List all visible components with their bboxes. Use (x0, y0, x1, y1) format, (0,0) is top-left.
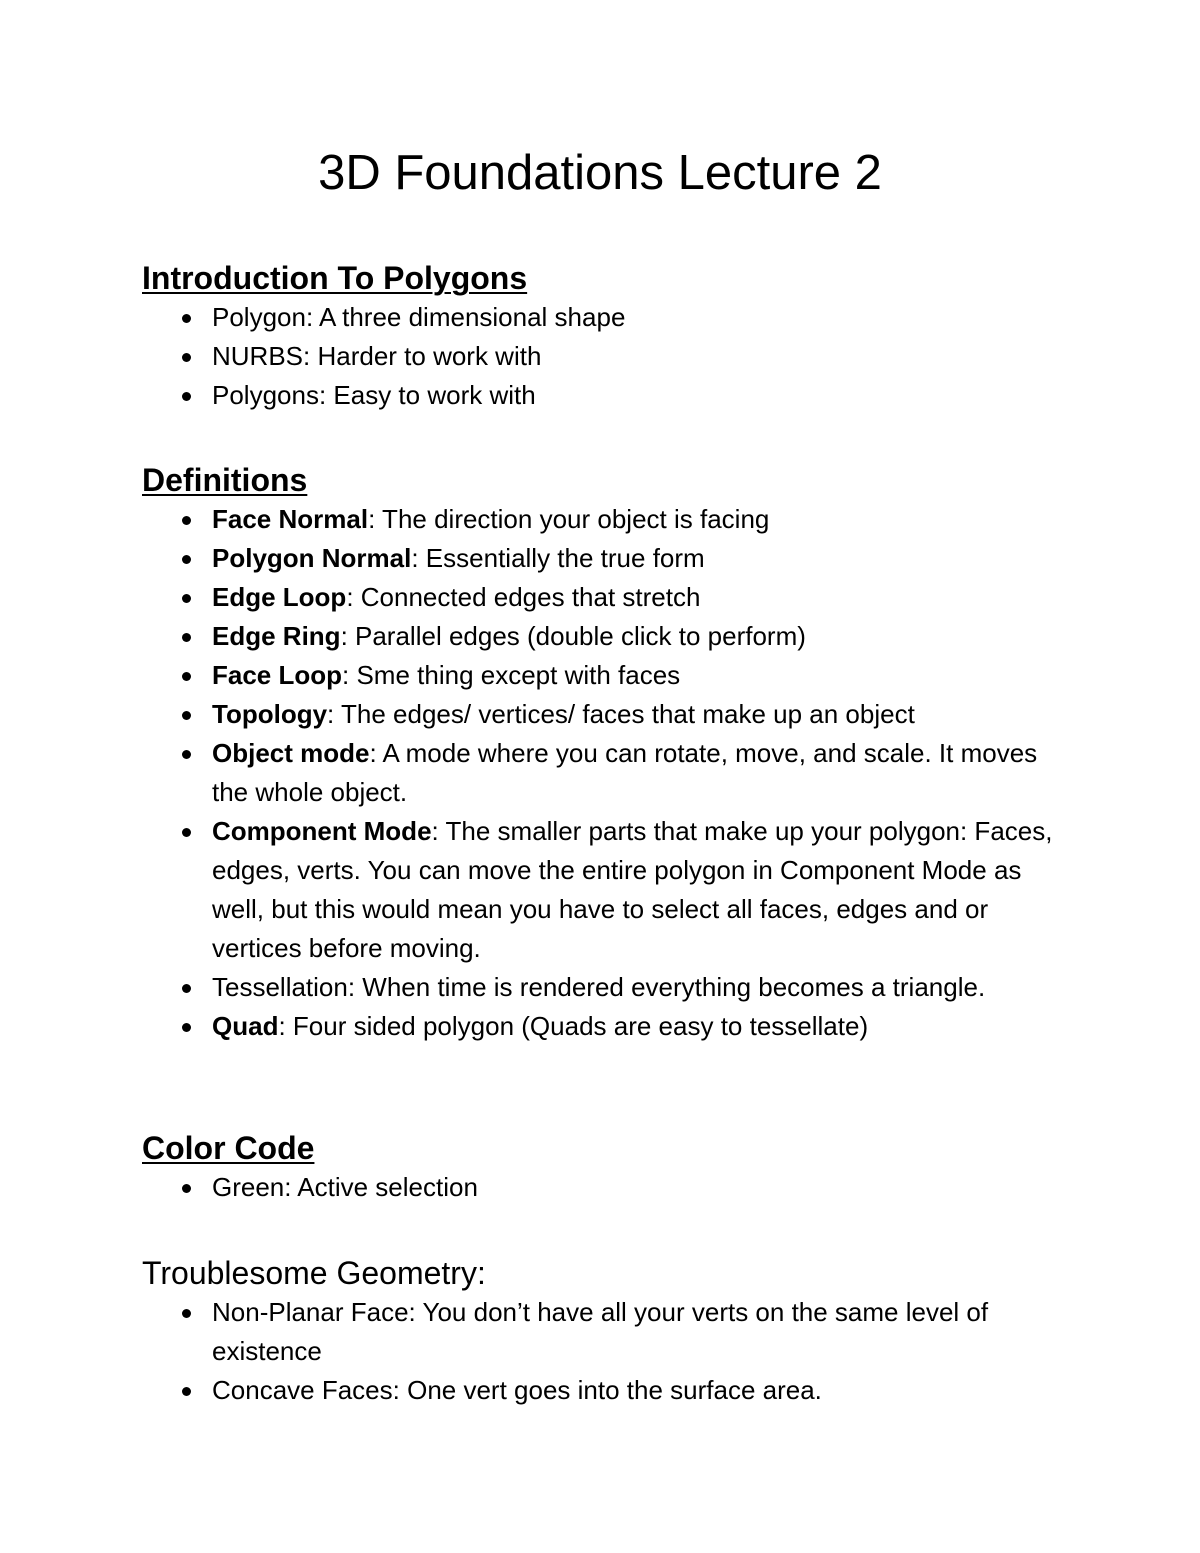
bullet-icon (182, 594, 191, 603)
bullet-icon (182, 1387, 191, 1396)
list-item: Component Mode: The smaller parts that make up your polygon: Faces, edges, verts. You can move the entire polygon in Component Mode as well, but this would mean you have to select all faces, edges and or vertices before moving. (142, 812, 1072, 968)
bullet-icon (182, 1184, 191, 1193)
definition-term: Quad (212, 1011, 279, 1041)
bullet-icon (182, 750, 191, 759)
bullet-icon (182, 392, 191, 401)
list-item: Face Loop: Sme thing except with faces (142, 656, 1072, 695)
list-item: Topology: The edges/ vertices/ faces that make up an object (142, 695, 1072, 734)
list-item: Green: Active selection (142, 1168, 1072, 1207)
bullet-icon (182, 984, 191, 993)
list-item: Non-Planar Face: You don’t have all your verts on the same level of existence (142, 1293, 1072, 1371)
list-item: Edge Ring: Parallel edges (double click to perform) (142, 617, 1072, 656)
list-item: Quad: Four sided polygon (Quads are easy to tessellate) (142, 1007, 1072, 1046)
list-item: NURBS: Harder to work with (142, 337, 1072, 376)
section-heading: Definitions (142, 462, 308, 498)
list-item: Object mode: A mode where you can rotate, move, and scale. It moves the whole object. (142, 734, 1072, 812)
bullet-icon (182, 1309, 191, 1318)
bullet-icon (182, 353, 191, 362)
definition-term: Edge Ring (212, 621, 341, 651)
list-item: Face Normal: The direction your object is facing (142, 500, 1072, 539)
section-heading: Troublesome Geometry: (142, 1255, 486, 1291)
bullet-icon (182, 633, 191, 642)
bullet-list (142, 1168, 1072, 1207)
list-item: Edge Loop: Connected edges that stretch (142, 578, 1072, 617)
bullet-list (142, 298, 1072, 415)
section-heading: Introduction To Polygons (142, 260, 528, 296)
definition-term: Object mode (212, 738, 370, 768)
list-item: Polygon Normal: Essentially the true form (142, 539, 1072, 578)
list-item: Concave Faces: One vert goes into the surface area. (142, 1371, 1072, 1410)
definition-term: Component Mode (212, 816, 432, 846)
bullet-icon (182, 516, 191, 525)
bullet-icon (182, 672, 191, 681)
definition-term: Polygon Normal (212, 543, 412, 573)
bullet-icon (182, 711, 191, 720)
section-introduction-to-polygons (142, 258, 1072, 415)
bullet-icon (182, 828, 191, 837)
list-item: Tessellation: When time is rendered everything becomes a triangle. (142, 968, 1072, 1007)
list-item: Polygon: A three dimensional shape (142, 298, 1072, 337)
definition-term: Face Normal (212, 504, 369, 534)
bullet-icon (182, 555, 191, 564)
bullet-list (142, 1293, 1072, 1410)
section-heading: Color Code (142, 1130, 315, 1166)
bullet-icon (182, 314, 191, 323)
definition-term: Face Loop (212, 660, 343, 690)
section-color-code (142, 1128, 1072, 1207)
bullet-list (142, 500, 1072, 1046)
definition-term: Edge Loop (212, 582, 347, 612)
definition-term: Topology (212, 699, 328, 729)
document-title: 3D Foundations Lecture 2 (318, 146, 882, 200)
bullet-icon (182, 1023, 191, 1032)
section-troublesome-geometry (142, 1253, 1072, 1410)
section-definitions (142, 460, 1072, 1046)
list-item: Polygons: Easy to work with (142, 376, 1072, 415)
